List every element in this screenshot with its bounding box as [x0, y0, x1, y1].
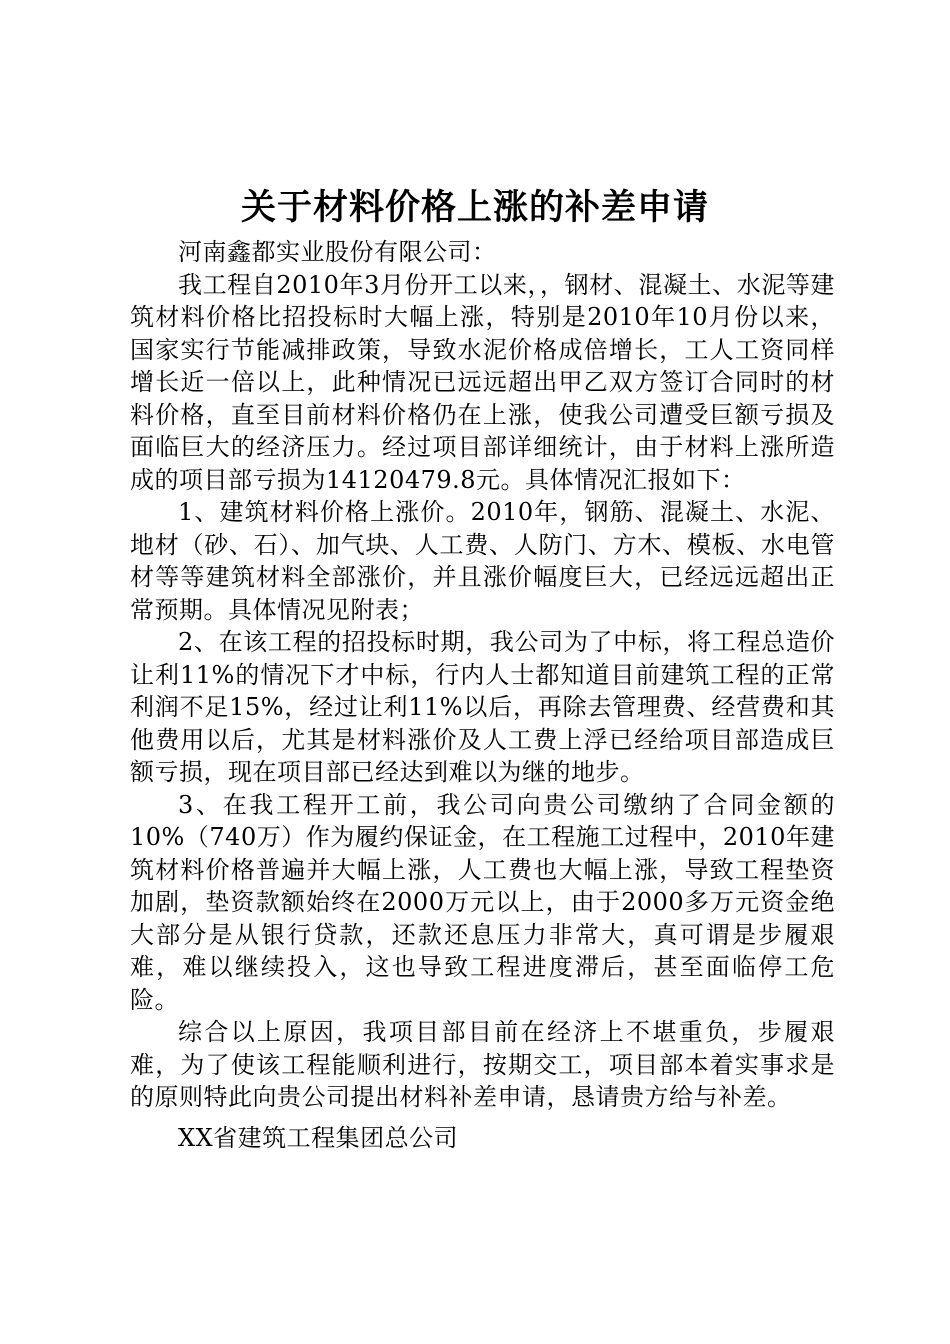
paragraph-item-1: 1、建筑材料价格上涨价。2010年，钢筋、混凝土、水泥、地材（砂、石）、加气块、人工费、人防门、方木、模板、水电管材等等建筑材料全部涨价，并且涨价幅度巨大，已经远远超出正常预期。具体情况见附表； [130, 498, 835, 624]
signature-organization: XX省建筑工程集团总公司 [178, 1124, 459, 1152]
salutation: 河南鑫都实业股份有限公司： [178, 238, 497, 266]
document-title: 关于材料价格上涨的补差申请 [240, 188, 709, 228]
paragraph-conclusion: 综合以上原因，我项目部目前在经济上不堪重负，步履艰难，为了使该工程能顺利进行，按期交工，项目部本着实事求是的原则特此向贵公司提出材料补差申请，恳请贵方给与补差。 [130, 1018, 835, 1111]
document-body [130, 236, 835, 1114]
paragraph-item-3: 3、在我工程开工前，我公司向贵公司缴纳了合同金额的10%（740万）作为履约保证金，在工程施工过程中，2010年建筑材料价格普遍并大幅上涨，人工费也大幅上涨，导致工程垫资加剧，垫资款额始终在2000万元以上，由于2000多万元资金绝大部分是从银行贷款，还款还息压力非常大，真可谓是步履艰难，难以继续投入，这也导致工程进度滞后，甚至面临停工危险。 [130, 790, 835, 1014]
paragraph-item-2: 2、在该工程的招投标时期，我公司为了中标，将工程总造价让利11%的情况下才中标，行内人士都知道目前建筑工程的正常利润不足15%，经过让利11%以后，再除去管理费、经营费和其他费用以后，尤其是材料涨价及人工费上浮已经给项目部造成巨额亏损，现在项目部已经达到难以为继的地步。 [130, 628, 835, 786]
paragraph-intro: 我工程自2010年3月份开工以来，，钢材、混凝土、水泥等建筑材料价格比招投标时大幅上涨，特别是2010年10月份以来，国家实行节能减排政策，导致水泥价格成倍增长，工人工资同样增长近一倍以上，此种情况已远远超出甲乙双方签订合同时的材料价格，直至目前材料价格仍在上涨，使我公司遭受巨额亏损及面临巨大的经济压力。经过项目部详细统计，由于材料上涨所造成的项目部亏损为14120479.8元。具体情况汇报如下： [130, 270, 835, 494]
